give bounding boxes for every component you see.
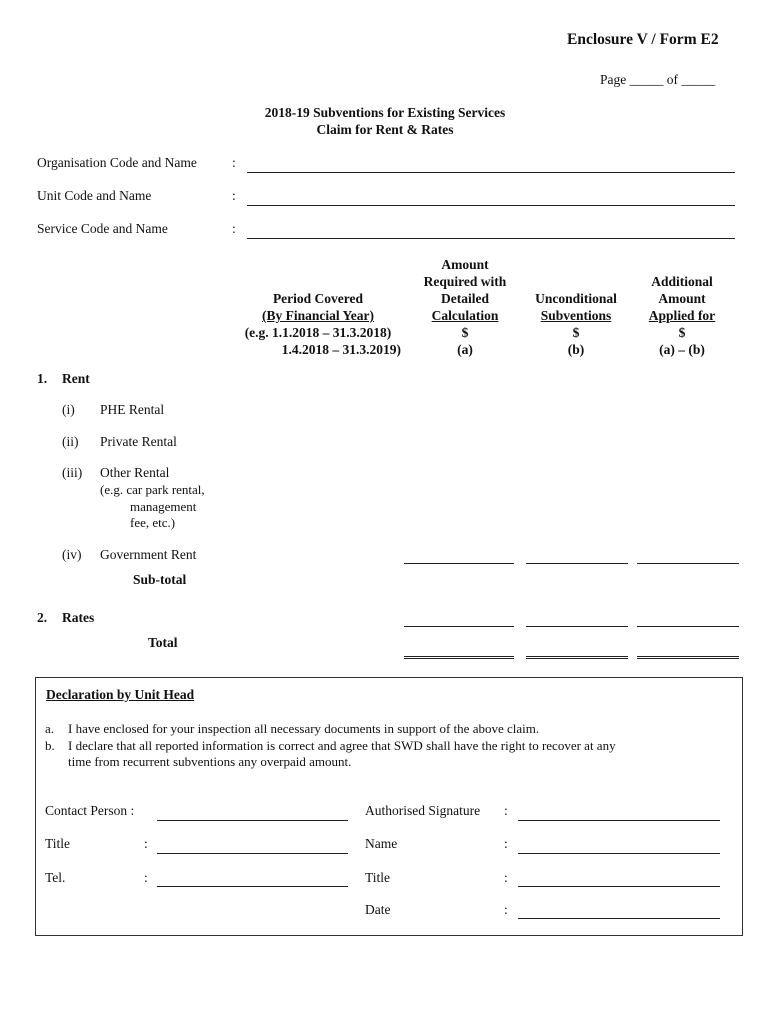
rates-heading: Rates [62, 610, 95, 625]
col-additional-l2: Amount [658, 291, 706, 306]
authorised-signature-line[interactable] [518, 820, 720, 821]
name-colon: : [504, 836, 508, 851]
date-colon: : [504, 902, 508, 917]
declaration-b-marker: b. [45, 738, 55, 753]
declaration-a-marker: a. [45, 721, 55, 736]
declaration-b-text: I declare that all reported information is correct and agree that SWD shall have the right to recover at any [68, 738, 616, 753]
col-additional-l3: Applied for [648, 308, 716, 323]
col-uncond-l4: (b) [567, 342, 585, 357]
col-period-l3: (e.g. 1.1.2018 – 31.3.2018) [244, 325, 392, 340]
col-amount-l5: $ [461, 325, 469, 340]
gov-rent-uncond-line[interactable] [526, 563, 628, 564]
org-code-input[interactable] [247, 158, 735, 173]
name-line[interactable] [518, 853, 720, 854]
title-left-colon: : [144, 836, 148, 851]
page-total-blank[interactable]: _____ [681, 72, 716, 87]
rent-item-label: Government Rent [100, 547, 197, 562]
col-uncond-header [520, 290, 632, 358]
rent-item-num: (i) [62, 402, 75, 417]
total-label: Total [148, 635, 178, 650]
service-code-label: Service Code and Name [37, 221, 168, 236]
service-code-input[interactable] [247, 224, 735, 239]
name-label: Name [365, 836, 398, 851]
rent-item-note: fee, etc.) [130, 515, 176, 530]
date-label: Date [365, 902, 391, 917]
title-left-label: Title [45, 836, 71, 851]
col-period-l2: (By Financial Year) [262, 308, 374, 323]
authorised-signature-colon: : [504, 803, 508, 818]
page-indicator [600, 72, 715, 88]
col-period-header [218, 290, 418, 358]
subtotal-label: Sub-total [133, 572, 187, 587]
title-right-line[interactable] [518, 886, 720, 887]
col-uncond-l3: $ [572, 325, 580, 340]
col-additional-l4: $ [678, 325, 686, 340]
rates-uncond-line[interactable] [526, 626, 628, 627]
rates-number: 2. [37, 610, 48, 625]
rent-item-num: (ii) [62, 434, 79, 449]
col-additional-header [630, 273, 734, 358]
form-title-line2: Claim for Rent & Rates [316, 122, 454, 137]
rates-additional-line[interactable] [637, 626, 739, 627]
col-uncond-l2: Subventions [540, 308, 612, 323]
col-amount-l6: (a) [457, 342, 473, 357]
rent-item-label: Other Rental [100, 465, 170, 480]
gov-rent-additional-line[interactable] [637, 563, 739, 564]
col-additional-l5: (a) – (b) [659, 342, 705, 357]
col-amount-l3: Detailed [441, 291, 489, 306]
contact-person-line[interactable] [157, 820, 348, 821]
gov-rent-amount-line[interactable] [404, 563, 514, 564]
declaration-b-text-cont: time from recurrent subventions any overpaid amount. [68, 754, 352, 769]
rent-item-note: (e.g. car park rental, [100, 482, 205, 497]
page-label: Page [600, 72, 627, 87]
col-amount-l2: Required with [423, 274, 507, 289]
title-left-line[interactable] [157, 853, 348, 854]
col-uncond-l1: Unconditional [535, 291, 617, 306]
title-right-colon: : [504, 870, 508, 885]
total-additional-line[interactable] [637, 656, 739, 659]
tel-line[interactable] [157, 886, 348, 887]
col-period-l1: Period Covered [272, 291, 364, 306]
col-period-l4: 1.4.2018 – 31.3.2019) [281, 342, 401, 357]
rent-item-note: management [130, 499, 197, 514]
of-label: of [666, 72, 678, 87]
authorised-signature-label: Authorised Signature [365, 803, 481, 818]
unit-code-colon: : [232, 188, 236, 203]
col-amount-l4: Calculation [431, 308, 499, 323]
total-uncond-line[interactable] [526, 656, 628, 659]
form-title-line1: 2018-19 Subventions for Existing Services [264, 105, 506, 120]
rent-item-num: (iii) [62, 465, 83, 480]
rent-item-num: (iv) [62, 547, 82, 562]
date-line[interactable] [518, 918, 720, 919]
org-code-label: Organisation Code and Name [37, 155, 197, 170]
contact-person-label: Contact Person : [45, 803, 135, 818]
col-amount-header [406, 256, 524, 358]
total-amount-line[interactable] [404, 656, 514, 659]
col-additional-l1: Additional [651, 274, 713, 289]
title-right-label: Title [365, 870, 391, 885]
service-code-colon: : [232, 221, 236, 236]
unit-code-input[interactable] [247, 191, 735, 206]
rent-number: 1. [37, 371, 48, 386]
declaration-heading: Declaration by Unit Head [46, 687, 195, 702]
page-number-blank[interactable]: _____ [629, 72, 664, 87]
declaration-a-text: I have enclosed for your inspection all necessary documents in support of the above claim. [68, 721, 540, 736]
tel-label: Tel. [45, 870, 66, 885]
col-amount-l1: Amount [441, 257, 489, 272]
rent-item-label: PHE Rental [100, 402, 165, 417]
tel-colon: : [144, 870, 148, 885]
rates-amount-line[interactable] [404, 626, 514, 627]
unit-code-label: Unit Code and Name [37, 188, 152, 203]
enclosure-title: Enclosure V / Form E2 [567, 31, 719, 48]
org-code-colon: : [232, 155, 236, 170]
rent-heading: Rent [62, 371, 90, 386]
rent-item-label: Private Rental [100, 434, 177, 449]
